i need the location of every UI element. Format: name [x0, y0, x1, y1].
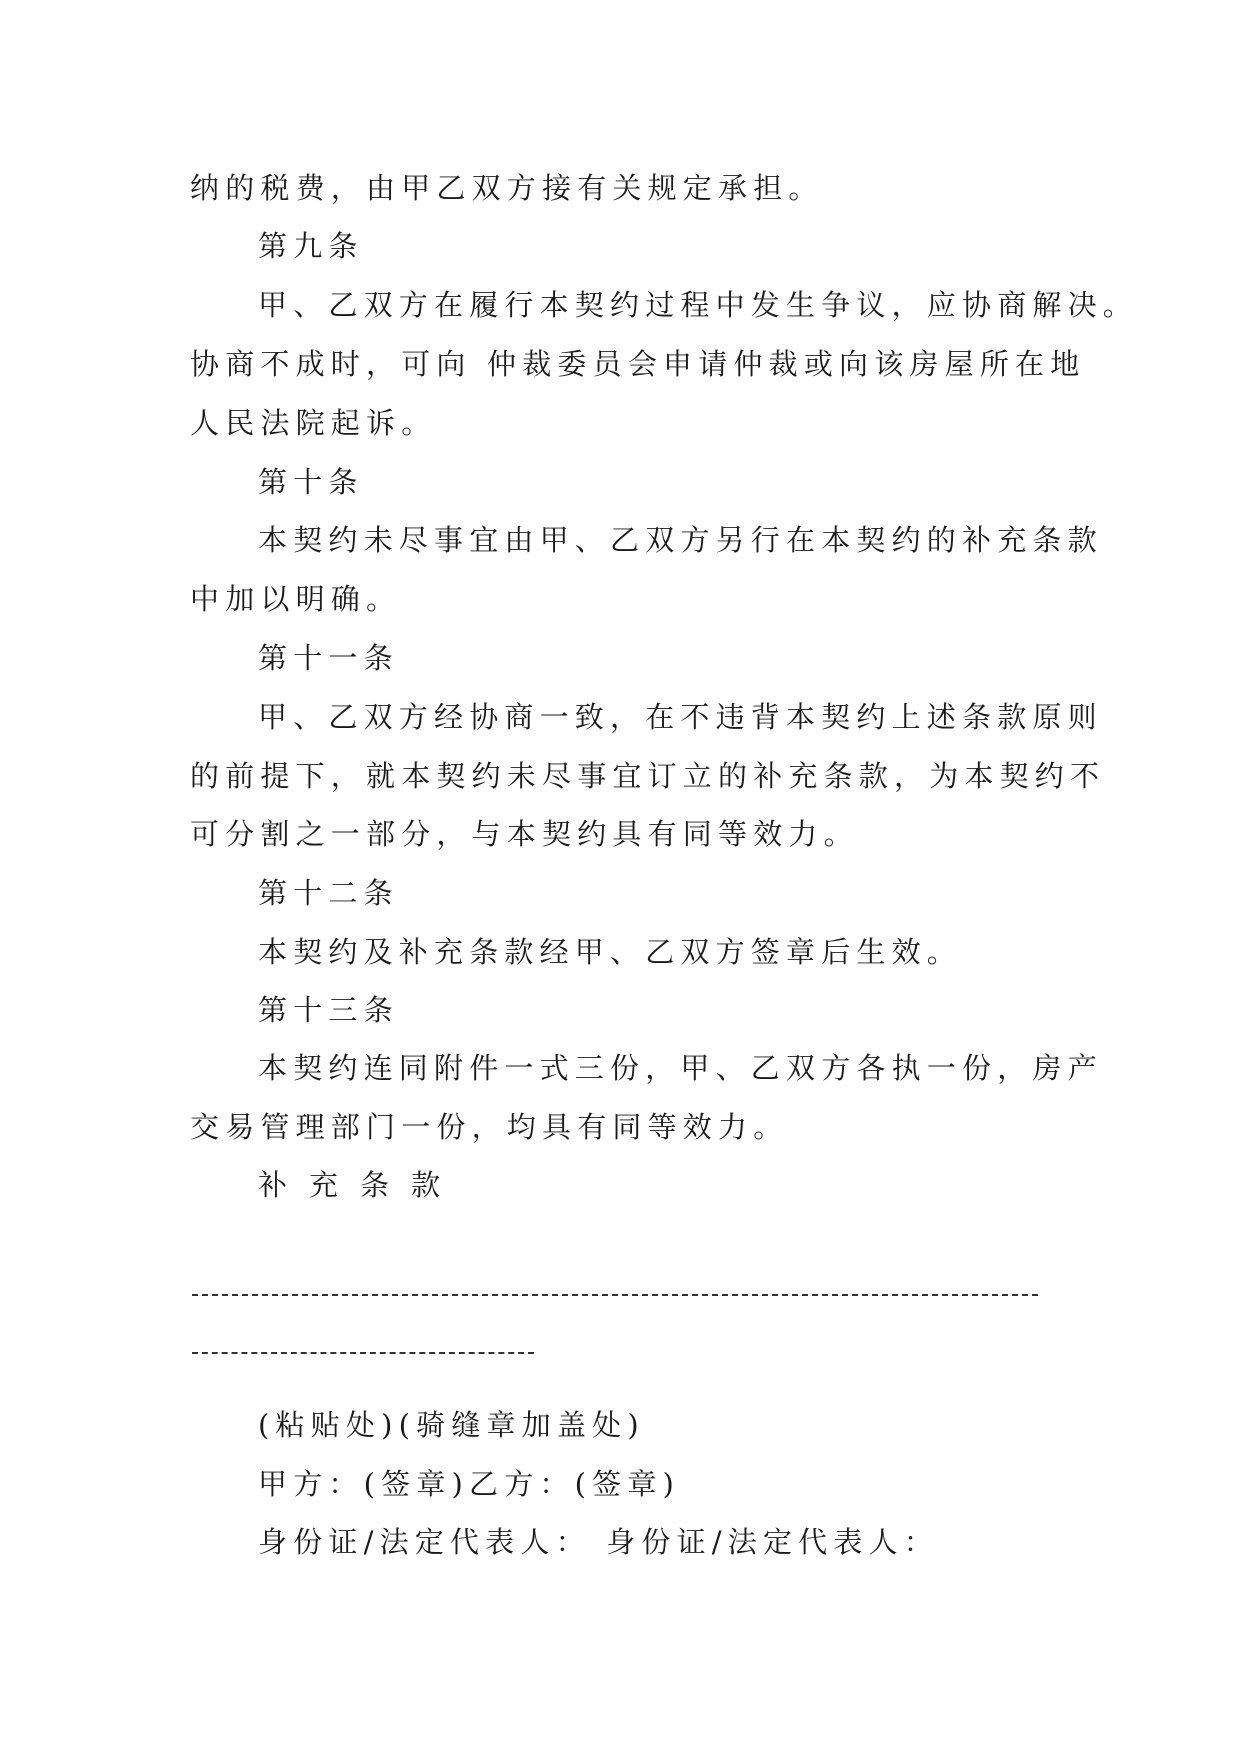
paragraph-line: 纳的税费，由甲乙双方接有关规定承担。	[190, 171, 824, 205]
paragraph-line: 本契约未尽事宜由甲、乙双方另行在本契约的补充条款	[258, 523, 1103, 557]
paragraph-line: 中加以明确。	[190, 582, 402, 616]
article-heading-11: 第十一条	[258, 641, 399, 675]
paragraph-line: 甲、乙双方在履行本契约过程中发生争议，应协商解决。	[258, 288, 1139, 322]
paste-seal-note: (粘贴处)(骑缝章加盖处)	[258, 1408, 645, 1442]
article-heading-12: 第十二条	[258, 876, 399, 910]
fill-in-line	[192, 1294, 1038, 1296]
article-heading-10: 第十条	[258, 465, 364, 499]
paragraph-line: 可分割之一部分，与本契约具有同等效力。	[190, 817, 859, 851]
fill-in-line	[192, 1352, 534, 1354]
paragraph-line: 协商不成时，可向 仲裁委员会申请仲裁或向该房屋所在地	[190, 347, 1086, 381]
supplementary-clauses-heading: 补充条款	[258, 1168, 463, 1202]
signature-line: 甲方：(签章)乙方：(签章)	[258, 1467, 681, 1501]
article-heading-9: 第九条	[258, 229, 364, 263]
id-representative-line: 身份证/法定代表人： 身份证/法定代表人：	[258, 1525, 939, 1559]
paragraph-line: 本契约连同附件一式三份，甲、乙双方各执一份，房产	[258, 1051, 1103, 1085]
paragraph-line: 本契约及补充条款经甲、乙双方签章后生效。	[258, 935, 963, 969]
paragraph-line: 的前提下，就本契约未尽事宜订立的补充条款，为本契约不	[190, 759, 1106, 793]
article-heading-13: 第十三条	[258, 993, 399, 1027]
paragraph-line: 交易管理部门一份，均具有同等效力。	[190, 1110, 789, 1144]
paragraph-line: 甲、乙双方经协商一致，在不违背本契约上述条款原则	[258, 700, 1103, 734]
paragraph-line: 人民法院起诉。	[190, 406, 437, 440]
